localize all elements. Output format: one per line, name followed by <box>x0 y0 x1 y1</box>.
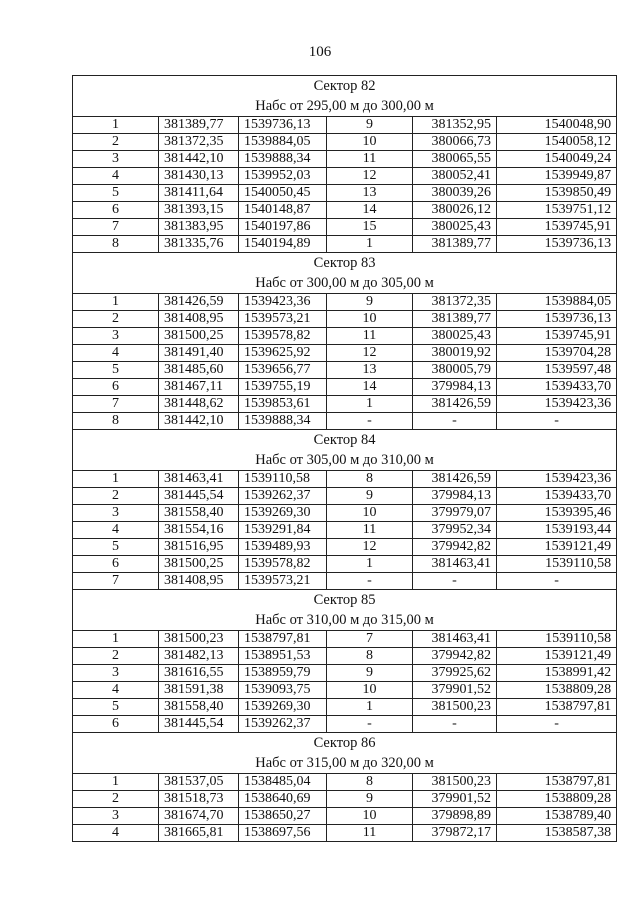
x-coordinate: 379942,82 <box>413 648 497 665</box>
y-coordinate: 1538697,56 <box>239 825 327 842</box>
y-coordinate: 1539291,84 <box>239 522 327 539</box>
point-number: 1 <box>73 471 159 488</box>
x-coordinate: 381518,73 <box>159 791 239 808</box>
table-row <box>73 716 617 733</box>
point-number: 5 <box>73 539 159 556</box>
point-number: 7 <box>73 396 159 413</box>
x-coordinate: 381467,11 <box>159 379 239 396</box>
x-coordinate: 381426,59 <box>159 294 239 311</box>
point-number: 4 <box>73 522 159 539</box>
x-coordinate: 380026,12 <box>413 202 497 219</box>
y-coordinate: 1538640,69 <box>239 791 327 808</box>
y-coordinate: 1539269,30 <box>239 699 327 716</box>
x-coordinate: 381426,59 <box>413 471 497 488</box>
x-coordinate: 381516,95 <box>159 539 239 556</box>
y-coordinate: 1539884,05 <box>497 294 617 311</box>
sector-title-row <box>73 733 617 754</box>
x-coordinate: 381482,13 <box>159 648 239 665</box>
x-coordinate: 381463,41 <box>159 471 239 488</box>
x-coordinate: 380025,43 <box>413 328 497 345</box>
y-coordinate: 1539853,61 <box>239 396 327 413</box>
y-coordinate: 1539952,03 <box>239 168 327 185</box>
y-coordinate: 1539121,49 <box>497 539 617 556</box>
y-coordinate: 1539262,37 <box>239 716 327 733</box>
sector-title: Сектор 82 <box>73 76 617 97</box>
point-number: 2 <box>73 488 159 505</box>
x-coordinate: 380052,41 <box>413 168 497 185</box>
x-coordinate: 381591,38 <box>159 682 239 699</box>
y-coordinate: - <box>497 716 617 733</box>
point-number: 14 <box>327 202 413 219</box>
x-coordinate: 379942,82 <box>413 539 497 556</box>
sector-subtitle-row <box>73 96 617 117</box>
x-coordinate: 381674,70 <box>159 808 239 825</box>
point-number: 2 <box>73 311 159 328</box>
y-coordinate: 1539423,36 <box>497 396 617 413</box>
table-row <box>73 168 617 185</box>
sector-subtitle-row <box>73 450 617 471</box>
point-number: 7 <box>73 573 159 590</box>
y-coordinate: 1539269,30 <box>239 505 327 522</box>
y-coordinate: 1539745,91 <box>497 219 617 236</box>
point-number: 11 <box>327 825 413 842</box>
point-number: 11 <box>327 328 413 345</box>
x-coordinate: 381408,95 <box>159 573 239 590</box>
x-coordinate: 379901,52 <box>413 682 497 699</box>
table-row <box>73 505 617 522</box>
point-number: 8 <box>327 774 413 791</box>
table-row <box>73 556 617 573</box>
y-coordinate: 1539573,21 <box>239 311 327 328</box>
point-number: 2 <box>73 648 159 665</box>
y-coordinate: 1539745,91 <box>497 328 617 345</box>
y-coordinate: 1539597,48 <box>497 362 617 379</box>
x-coordinate: - <box>413 716 497 733</box>
point-number: 9 <box>327 488 413 505</box>
point-number: 3 <box>73 328 159 345</box>
point-number: 1 <box>73 117 159 134</box>
point-number: 6 <box>73 202 159 219</box>
point-number: 10 <box>327 311 413 328</box>
point-number: 2 <box>73 791 159 808</box>
point-number: 8 <box>73 413 159 430</box>
point-number: 9 <box>327 665 413 682</box>
y-coordinate: 1539110,58 <box>497 556 617 573</box>
y-coordinate: 1538959,79 <box>239 665 327 682</box>
point-number: 7 <box>327 631 413 648</box>
sector-title: Сектор 84 <box>73 430 617 451</box>
point-number: 4 <box>73 682 159 699</box>
point-number: 8 <box>327 471 413 488</box>
y-coordinate: 1539423,36 <box>239 294 327 311</box>
y-coordinate: 1538797,81 <box>239 631 327 648</box>
table-row <box>73 808 617 825</box>
sector-title: Сектор 83 <box>73 253 617 274</box>
y-coordinate: 1539262,37 <box>239 488 327 505</box>
table-row <box>73 345 617 362</box>
x-coordinate: 379925,62 <box>413 665 497 682</box>
x-coordinate: 381430,13 <box>159 168 239 185</box>
y-coordinate: 1540148,87 <box>239 202 327 219</box>
point-number: 4 <box>73 825 159 842</box>
y-coordinate: 1538797,81 <box>497 774 617 791</box>
point-number: 11 <box>327 151 413 168</box>
sector-subtitle: Набс от 300,00 м до 305,00 м <box>73 273 617 294</box>
point-number: 2 <box>73 134 159 151</box>
point-number: 8 <box>73 236 159 253</box>
table-row <box>73 791 617 808</box>
point-number: 1 <box>327 556 413 573</box>
x-coordinate: 381558,40 <box>159 505 239 522</box>
coordinates-table <box>72 75 617 842</box>
point-number: 3 <box>73 808 159 825</box>
point-number: - <box>327 413 413 430</box>
table-row <box>73 488 617 505</box>
point-number: 5 <box>73 699 159 716</box>
sector-title-row <box>73 430 617 451</box>
sector-subtitle-row <box>73 610 617 631</box>
y-coordinate: 1538485,04 <box>239 774 327 791</box>
y-coordinate: 1539625,92 <box>239 345 327 362</box>
point-number: 10 <box>327 682 413 699</box>
table-row <box>73 151 617 168</box>
sector-subtitle-row <box>73 273 617 294</box>
x-coordinate: 381442,10 <box>159 151 239 168</box>
x-coordinate: 381383,95 <box>159 219 239 236</box>
sector-subtitle: Набс от 305,00 м до 310,00 м <box>73 450 617 471</box>
table-row <box>73 573 617 590</box>
table-row <box>73 471 617 488</box>
y-coordinate: 1539433,70 <box>497 488 617 505</box>
x-coordinate: 379898,89 <box>413 808 497 825</box>
sector-title-row <box>73 76 617 97</box>
sector-title-row <box>73 253 617 274</box>
x-coordinate: 381352,95 <box>413 117 497 134</box>
table-row <box>73 413 617 430</box>
x-coordinate: 380039,26 <box>413 185 497 202</box>
y-coordinate: 1539850,49 <box>497 185 617 202</box>
x-coordinate: 379984,13 <box>413 379 497 396</box>
sector-title: Сектор 86 <box>73 733 617 754</box>
x-coordinate: 381500,25 <box>159 328 239 345</box>
y-coordinate: 1539656,77 <box>239 362 327 379</box>
y-coordinate: 1539573,21 <box>239 573 327 590</box>
y-coordinate: 1539755,19 <box>239 379 327 396</box>
x-coordinate: - <box>413 573 497 590</box>
table-row <box>73 396 617 413</box>
y-coordinate: 1539121,49 <box>497 648 617 665</box>
table-row <box>73 117 617 134</box>
point-number: - <box>327 716 413 733</box>
y-coordinate: 1538797,81 <box>497 699 617 716</box>
y-coordinate: 1538789,40 <box>497 808 617 825</box>
y-coordinate: 1540197,86 <box>239 219 327 236</box>
x-coordinate: 381335,76 <box>159 236 239 253</box>
x-coordinate: 381554,16 <box>159 522 239 539</box>
point-number: 3 <box>73 505 159 522</box>
point-number: 1 <box>73 294 159 311</box>
sector-subtitle: Набс от 315,00 м до 320,00 м <box>73 753 617 774</box>
point-number: 6 <box>73 556 159 573</box>
sector-title-row <box>73 590 617 611</box>
table-row <box>73 522 617 539</box>
x-coordinate: 381500,23 <box>413 699 497 716</box>
point-number: 13 <box>327 185 413 202</box>
sector-subtitle: Набс от 310,00 м до 315,00 м <box>73 610 617 631</box>
x-coordinate: 381445,54 <box>159 716 239 733</box>
x-coordinate: 381389,77 <box>413 236 497 253</box>
x-coordinate: 381445,54 <box>159 488 239 505</box>
y-coordinate: 1539704,28 <box>497 345 617 362</box>
table-row <box>73 219 617 236</box>
point-number: 13 <box>327 362 413 379</box>
y-coordinate: 1539884,05 <box>239 134 327 151</box>
y-coordinate: 1540048,90 <box>497 117 617 134</box>
y-coordinate: 1538809,28 <box>497 682 617 699</box>
x-coordinate: 381665,81 <box>159 825 239 842</box>
x-coordinate: 381393,15 <box>159 202 239 219</box>
x-coordinate: 380005,79 <box>413 362 497 379</box>
table-row <box>73 379 617 396</box>
x-coordinate: 381442,10 <box>159 413 239 430</box>
point-number: 9 <box>327 117 413 134</box>
table-row <box>73 236 617 253</box>
sector-subtitle-row <box>73 753 617 774</box>
x-coordinate: 381500,23 <box>413 774 497 791</box>
x-coordinate: 381372,35 <box>413 294 497 311</box>
x-coordinate: 379979,07 <box>413 505 497 522</box>
x-coordinate: 381491,40 <box>159 345 239 362</box>
y-coordinate: 1540049,24 <box>497 151 617 168</box>
point-number: 1 <box>327 236 413 253</box>
x-coordinate: 381426,59 <box>413 396 497 413</box>
y-coordinate: 1538587,38 <box>497 825 617 842</box>
table-row <box>73 665 617 682</box>
x-coordinate: 381389,77 <box>413 311 497 328</box>
point-number: 7 <box>73 219 159 236</box>
table-row <box>73 648 617 665</box>
table-row <box>73 185 617 202</box>
point-number: 4 <box>73 168 159 185</box>
point-number: 14 <box>327 379 413 396</box>
point-number: 9 <box>327 791 413 808</box>
x-coordinate: 381448,62 <box>159 396 239 413</box>
y-coordinate: 1539736,13 <box>497 236 617 253</box>
y-coordinate: 1538951,53 <box>239 648 327 665</box>
y-coordinate: 1539093,75 <box>239 682 327 699</box>
page-number: 106 <box>308 44 332 60</box>
point-number: 3 <box>73 665 159 682</box>
point-number: 9 <box>327 294 413 311</box>
sector-subtitle: Набс от 295,00 м до 300,00 м <box>73 96 617 117</box>
point-number: 15 <box>327 219 413 236</box>
table-row <box>73 699 617 716</box>
y-coordinate: 1539751,12 <box>497 202 617 219</box>
x-coordinate: 381500,23 <box>159 631 239 648</box>
y-coordinate: 1539433,70 <box>497 379 617 396</box>
table-row <box>73 362 617 379</box>
table-row <box>73 539 617 556</box>
point-number: 1 <box>327 396 413 413</box>
table-row <box>73 328 617 345</box>
table-row <box>73 134 617 151</box>
y-coordinate: 1540050,45 <box>239 185 327 202</box>
x-coordinate: 381616,55 <box>159 665 239 682</box>
x-coordinate: 381500,25 <box>159 556 239 573</box>
x-coordinate: 379952,34 <box>413 522 497 539</box>
x-coordinate: 380065,55 <box>413 151 497 168</box>
y-coordinate: 1539489,93 <box>239 539 327 556</box>
point-number: - <box>327 573 413 590</box>
point-number: 1 <box>327 699 413 716</box>
x-coordinate: 380019,92 <box>413 345 497 362</box>
y-coordinate: - <box>497 413 617 430</box>
y-coordinate: 1538991,42 <box>497 665 617 682</box>
y-coordinate: 1539193,44 <box>497 522 617 539</box>
point-number: 5 <box>73 185 159 202</box>
point-number: 12 <box>327 539 413 556</box>
x-coordinate: 381558,40 <box>159 699 239 716</box>
table-row <box>73 774 617 791</box>
table-row <box>73 682 617 699</box>
point-number: 5 <box>73 362 159 379</box>
point-number: 1 <box>73 631 159 648</box>
y-coordinate: 1539736,13 <box>497 311 617 328</box>
x-coordinate: 381372,35 <box>159 134 239 151</box>
x-coordinate: 381408,95 <box>159 311 239 328</box>
x-coordinate: 380025,43 <box>413 219 497 236</box>
x-coordinate: 381463,41 <box>413 556 497 573</box>
point-number: 11 <box>327 522 413 539</box>
table-row <box>73 631 617 648</box>
x-coordinate: 381411,64 <box>159 185 239 202</box>
point-number: 10 <box>327 134 413 151</box>
point-number: 8 <box>327 648 413 665</box>
table-row <box>73 825 617 842</box>
point-number: 1 <box>73 774 159 791</box>
y-coordinate: 1539736,13 <box>239 117 327 134</box>
y-coordinate: 1539110,58 <box>497 631 617 648</box>
x-coordinate: 381389,77 <box>159 117 239 134</box>
x-coordinate: 380066,73 <box>413 134 497 151</box>
table-row <box>73 311 617 328</box>
y-coordinate: 1539110,58 <box>239 471 327 488</box>
y-coordinate: 1538809,28 <box>497 791 617 808</box>
table-row <box>73 202 617 219</box>
y-coordinate: 1539578,82 <box>239 328 327 345</box>
point-number: 3 <box>73 151 159 168</box>
y-coordinate: 1539423,36 <box>497 471 617 488</box>
x-coordinate: 381485,60 <box>159 362 239 379</box>
y-coordinate: 1539949,87 <box>497 168 617 185</box>
point-number: 10 <box>327 505 413 522</box>
sector-title: Сектор 85 <box>73 590 617 611</box>
x-coordinate: - <box>413 413 497 430</box>
x-coordinate: 379984,13 <box>413 488 497 505</box>
table-row <box>73 294 617 311</box>
y-coordinate: 1540058,12 <box>497 134 617 151</box>
point-number: 12 <box>327 345 413 362</box>
x-coordinate: 379872,17 <box>413 825 497 842</box>
y-coordinate: 1540194,89 <box>239 236 327 253</box>
y-coordinate: 1539578,82 <box>239 556 327 573</box>
x-coordinate: 381537,05 <box>159 774 239 791</box>
point-number: 6 <box>73 379 159 396</box>
point-number: 12 <box>327 168 413 185</box>
point-number: 6 <box>73 716 159 733</box>
x-coordinate: 381463,41 <box>413 631 497 648</box>
y-coordinate: 1539888,34 <box>239 413 327 430</box>
point-number: 4 <box>73 345 159 362</box>
y-coordinate: - <box>497 573 617 590</box>
x-coordinate: 379901,52 <box>413 791 497 808</box>
y-coordinate: 1538650,27 <box>239 808 327 825</box>
y-coordinate: 1539888,34 <box>239 151 327 168</box>
point-number: 10 <box>327 808 413 825</box>
y-coordinate: 1539395,46 <box>497 505 617 522</box>
